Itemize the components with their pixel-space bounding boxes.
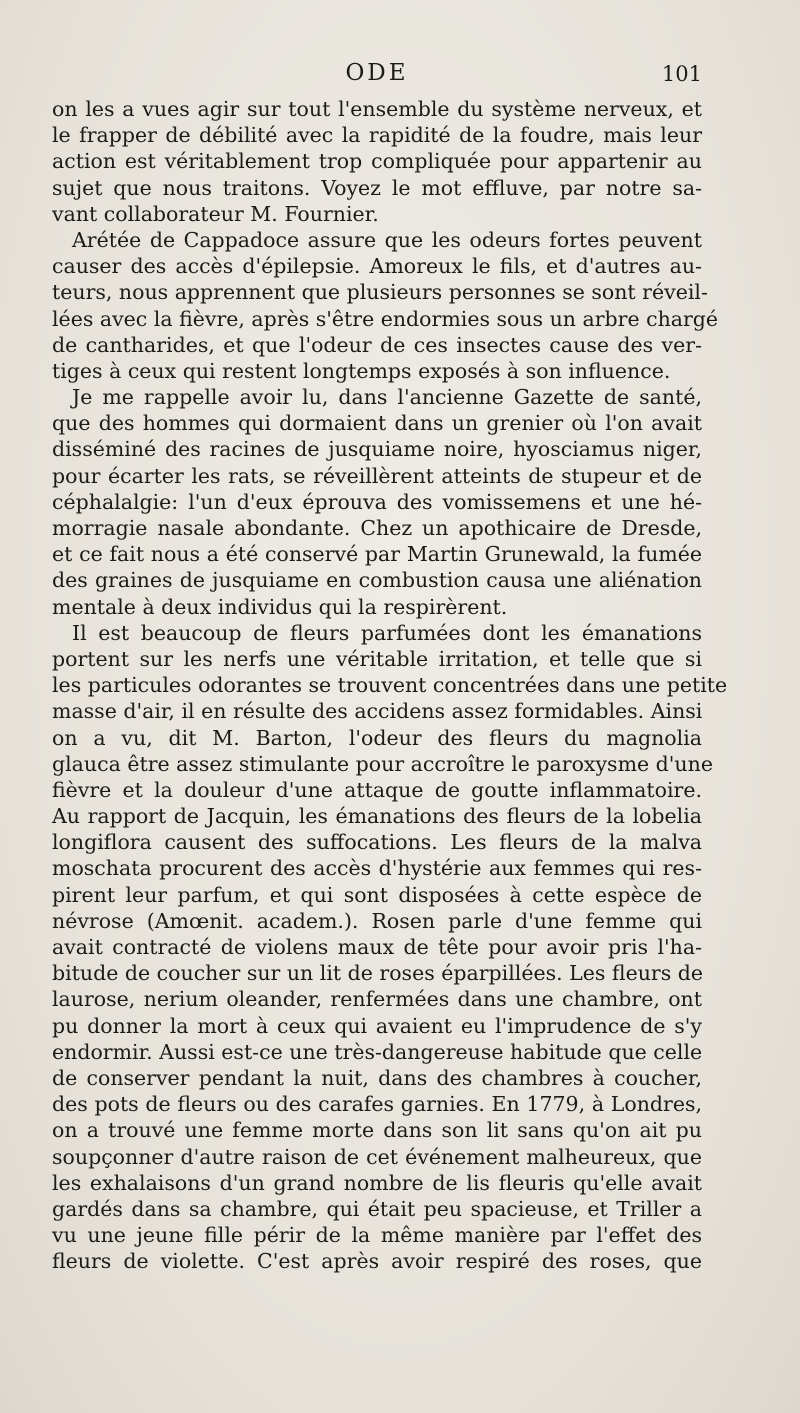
text-line: moschata procurent des accès d'hystérie aux femmes qui res- [52, 856, 702, 881]
text-line: mentale à deux individus qui la respirèrent. [52, 594, 508, 619]
text-line: de conserver pendant la nuit, dans des chambres à coucher, [52, 1065, 702, 1090]
text-line: pour écarter les rats, se réveillèrent atteints de stupeur et de [52, 463, 702, 488]
text-line: portent sur les nerfs une véritable irritation, et telle que si [52, 646, 702, 671]
text-line: teurs, nous apprennent que plusieurs personnes se sont réveil- [52, 280, 708, 305]
text-line: soupçonner d'autre raison de cet événement malheureux, que [52, 1144, 702, 1169]
text-line: sujet que nous traitons. Voyez le mot effluve, par notre sa- [52, 175, 702, 200]
page-number: 101 [661, 62, 702, 86]
text-line: Il est beaucoup de fleurs parfumées dont les émanations [72, 620, 702, 645]
text-line: vant collaborateur M. Fournier. [52, 201, 379, 226]
text-line: les exhalaisons d'un grand nombre de lis fleuris qu'elle avait [52, 1170, 702, 1195]
text-line: on les a vues agir sur tout l'ensemble du système nerveux, et [52, 97, 702, 121]
text-line: disséminé des racines de jusquiame noire, hyosciamus niger, [52, 437, 702, 462]
text-line: céphalalgie: l'un d'eux éprouva des vomissemens et une hé- [52, 489, 702, 514]
paragraph-2 [52, 227, 719, 384]
text-line: action est véritablement trop compliquée pour appartenir au [52, 149, 702, 174]
text-line: névrose (Amœnit. academ.). Rosen parle d'une femme qui [52, 908, 702, 933]
text-line: causer des accès d'épilepsie. Amoreux le fils, et d'autres au- [52, 254, 702, 279]
text-line: on a vu, dit M. Barton, l'odeur des fleurs du magnolia [52, 725, 702, 750]
text-line: les particules odorantes se trouvent concentrées dans une petite [52, 673, 728, 698]
text-line: on a trouvé une femme morte dans son lit sans qu'on ait pu [52, 1118, 702, 1143]
paragraph-4 [52, 620, 728, 1275]
text-line: fleurs de violette. C'est après avoir respiré des roses, que [52, 1249, 702, 1274]
text-line: longiflora causent des suffocations. Les fleurs de la malva [52, 830, 702, 855]
text-line: fièvre et la douleur d'une attaque de goutte inflammatoire. [52, 777, 702, 802]
text-line: des pots de fleurs ou des carafes garnies. En 1779, à Londres, [52, 1092, 702, 1117]
text-line: masse d'air, il en résulte des accidens assez formidables. Ainsi [52, 699, 703, 724]
paragraph-1 [52, 96, 702, 227]
text-line: et ce fait nous a été conservé par Martin Grunewald, la fumée [52, 542, 702, 567]
text-line: avait contracté de violens maux de tête pour avoir pris l'ha- [52, 935, 702, 959]
text-line: endormir. Aussi est-ce une très-dangereuse habitude que celle [52, 1039, 703, 1064]
text-line: bitude de coucher sur un lit de roses éparpillées. Les fleurs de [52, 961, 704, 986]
text-line: pu donner la mort à ceux qui avaient eu l'imprudence de s'y [52, 1013, 702, 1038]
text-line: vu une jeune fille périr de la même manière par l'effet des [52, 1223, 702, 1248]
page-header [52, 60, 702, 90]
text-line: que des hommes qui dormaient dans un grenier où l'on avait [52, 411, 702, 436]
text-line: tiges à ceux qui restent longtemps exposés à son influence. [52, 358, 671, 383]
running-title: ODE [345, 60, 409, 86]
text-line: laurose, nerium oleander, renfermées dans une chambre, ont [52, 987, 702, 1012]
paragraph-3 [52, 384, 702, 620]
text-line: pirent leur parfum, et qui sont disposées à cette espèce de [52, 882, 702, 907]
text-line: lées avec la fièvre, après s'être endormies sous un arbre chargé [52, 306, 719, 331]
text-line: des graines de jusquiame en combustion causa une aliénation [52, 568, 702, 593]
text-line: glauca être assez stimulante pour accroître le paroxysme d'une [52, 751, 713, 776]
text-line: Je me rappelle avoir lu, dans l'ancienne Gazette de santé, [72, 385, 702, 410]
text-line: Au rapport de Jacquin, les émanations des fleurs de la lobelia [52, 804, 702, 829]
text-line: le frapper de débilité avec la rapidité de la foudre, mais leur [52, 123, 702, 148]
text-line: de cantharides, et que l'odeur de ces insectes cause des ver- [52, 332, 702, 357]
body-text [52, 96, 728, 1274]
text-line: Arétée de Cappadoce assure que les odeurs fortes peuvent [72, 227, 702, 252]
text-line: morragie nasale abondante. Chez un apothicaire de Dresde, [52, 516, 702, 540]
text-line: gardés dans sa chambre, qui était peu spacieuse, et Triller a [52, 1196, 702, 1221]
